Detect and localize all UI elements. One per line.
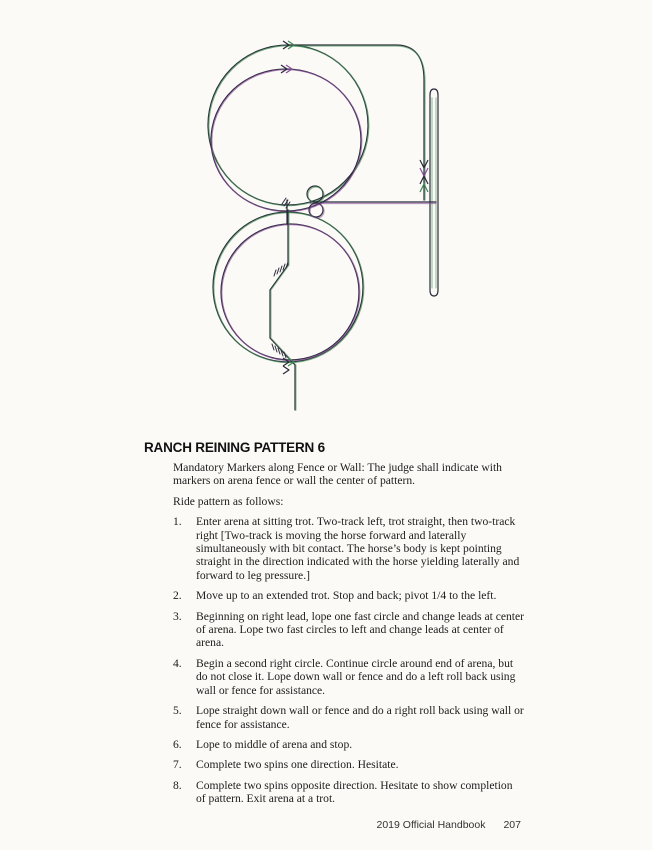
step-number: 2. bbox=[173, 589, 182, 603]
ride-intro: Ride pattern as follows: bbox=[173, 494, 284, 508]
step-text: Begin a second right circle. Continue circle around end of arena, but do not close it. Lope down wall or fence and do a left roll back using wall or fence for assistance. bbox=[196, 656, 516, 697]
arrow-bottom-inner-icon bbox=[283, 366, 289, 374]
page-number: 207 bbox=[503, 819, 521, 831]
pattern-description bbox=[173, 461, 525, 813]
step-text: Move up to an extended trot. Stop and back; pivot 1/4 to the left. bbox=[196, 589, 497, 603]
step-item bbox=[173, 758, 525, 771]
step-text: Complete two spins one direction. Hesitate. bbox=[196, 758, 399, 772]
step-text: Lope to middle of arena and stop. bbox=[196, 737, 353, 751]
step-text: Complete two spins opposite direction. Hesitate to show completion of pattern. Exit arena at a trot. bbox=[196, 778, 513, 806]
step-item bbox=[173, 704, 525, 731]
pattern-title: RANCH REINING PATTERN 6 bbox=[144, 440, 325, 455]
step-number: 1. bbox=[173, 515, 182, 529]
fence-run-path-offset bbox=[288, 46, 425, 200]
step-item bbox=[173, 589, 525, 602]
step-number: 5. bbox=[173, 704, 182, 718]
handbook-label: 2019 Official Handbook bbox=[376, 819, 486, 831]
step-item bbox=[173, 657, 525, 697]
step-number: 8. bbox=[173, 778, 182, 792]
fence-run-path bbox=[288, 45, 424, 200]
step-item bbox=[173, 738, 525, 751]
page-footer bbox=[377, 819, 522, 831]
wall-lane-inner bbox=[432, 98, 436, 288]
step-text: Lope straight down wall or fence and do a right roll back using wall or fence for assistance. bbox=[196, 704, 524, 731]
step-number: 4. bbox=[173, 656, 182, 670]
steps-list bbox=[173, 515, 525, 805]
entry-trot-path-offset bbox=[271, 210, 296, 410]
step-item bbox=[173, 610, 525, 650]
stop-hatch bbox=[282, 198, 290, 208]
markers-paragraph: Mandatory Markers along Fence or Wall: The judge shall indicate with markers on arena fence or wall the center of pattern. bbox=[173, 461, 502, 488]
wall-lane-path bbox=[430, 89, 438, 296]
step-text: Enter arena at sitting trot. Two-track left, trot straight, then two-track right [Two-track is moving the horse forward and laterally simultaneously with bit contact. The horse’s body is kept pointing straight in the direction indicated with the horse yielding laterally and forward to leg pressure.] bbox=[196, 515, 520, 582]
step-text: Beginning on right lead, lope one fast circle and change leads at center of arena. Lope two fast circles to left and change leads at center of arena. bbox=[196, 609, 525, 650]
step-number: 7. bbox=[173, 758, 182, 772]
step-number: 6. bbox=[173, 737, 182, 751]
step-number: 3. bbox=[173, 609, 182, 623]
entry-trot-path bbox=[270, 210, 295, 410]
step-item bbox=[173, 779, 525, 806]
step-item bbox=[173, 515, 525, 582]
